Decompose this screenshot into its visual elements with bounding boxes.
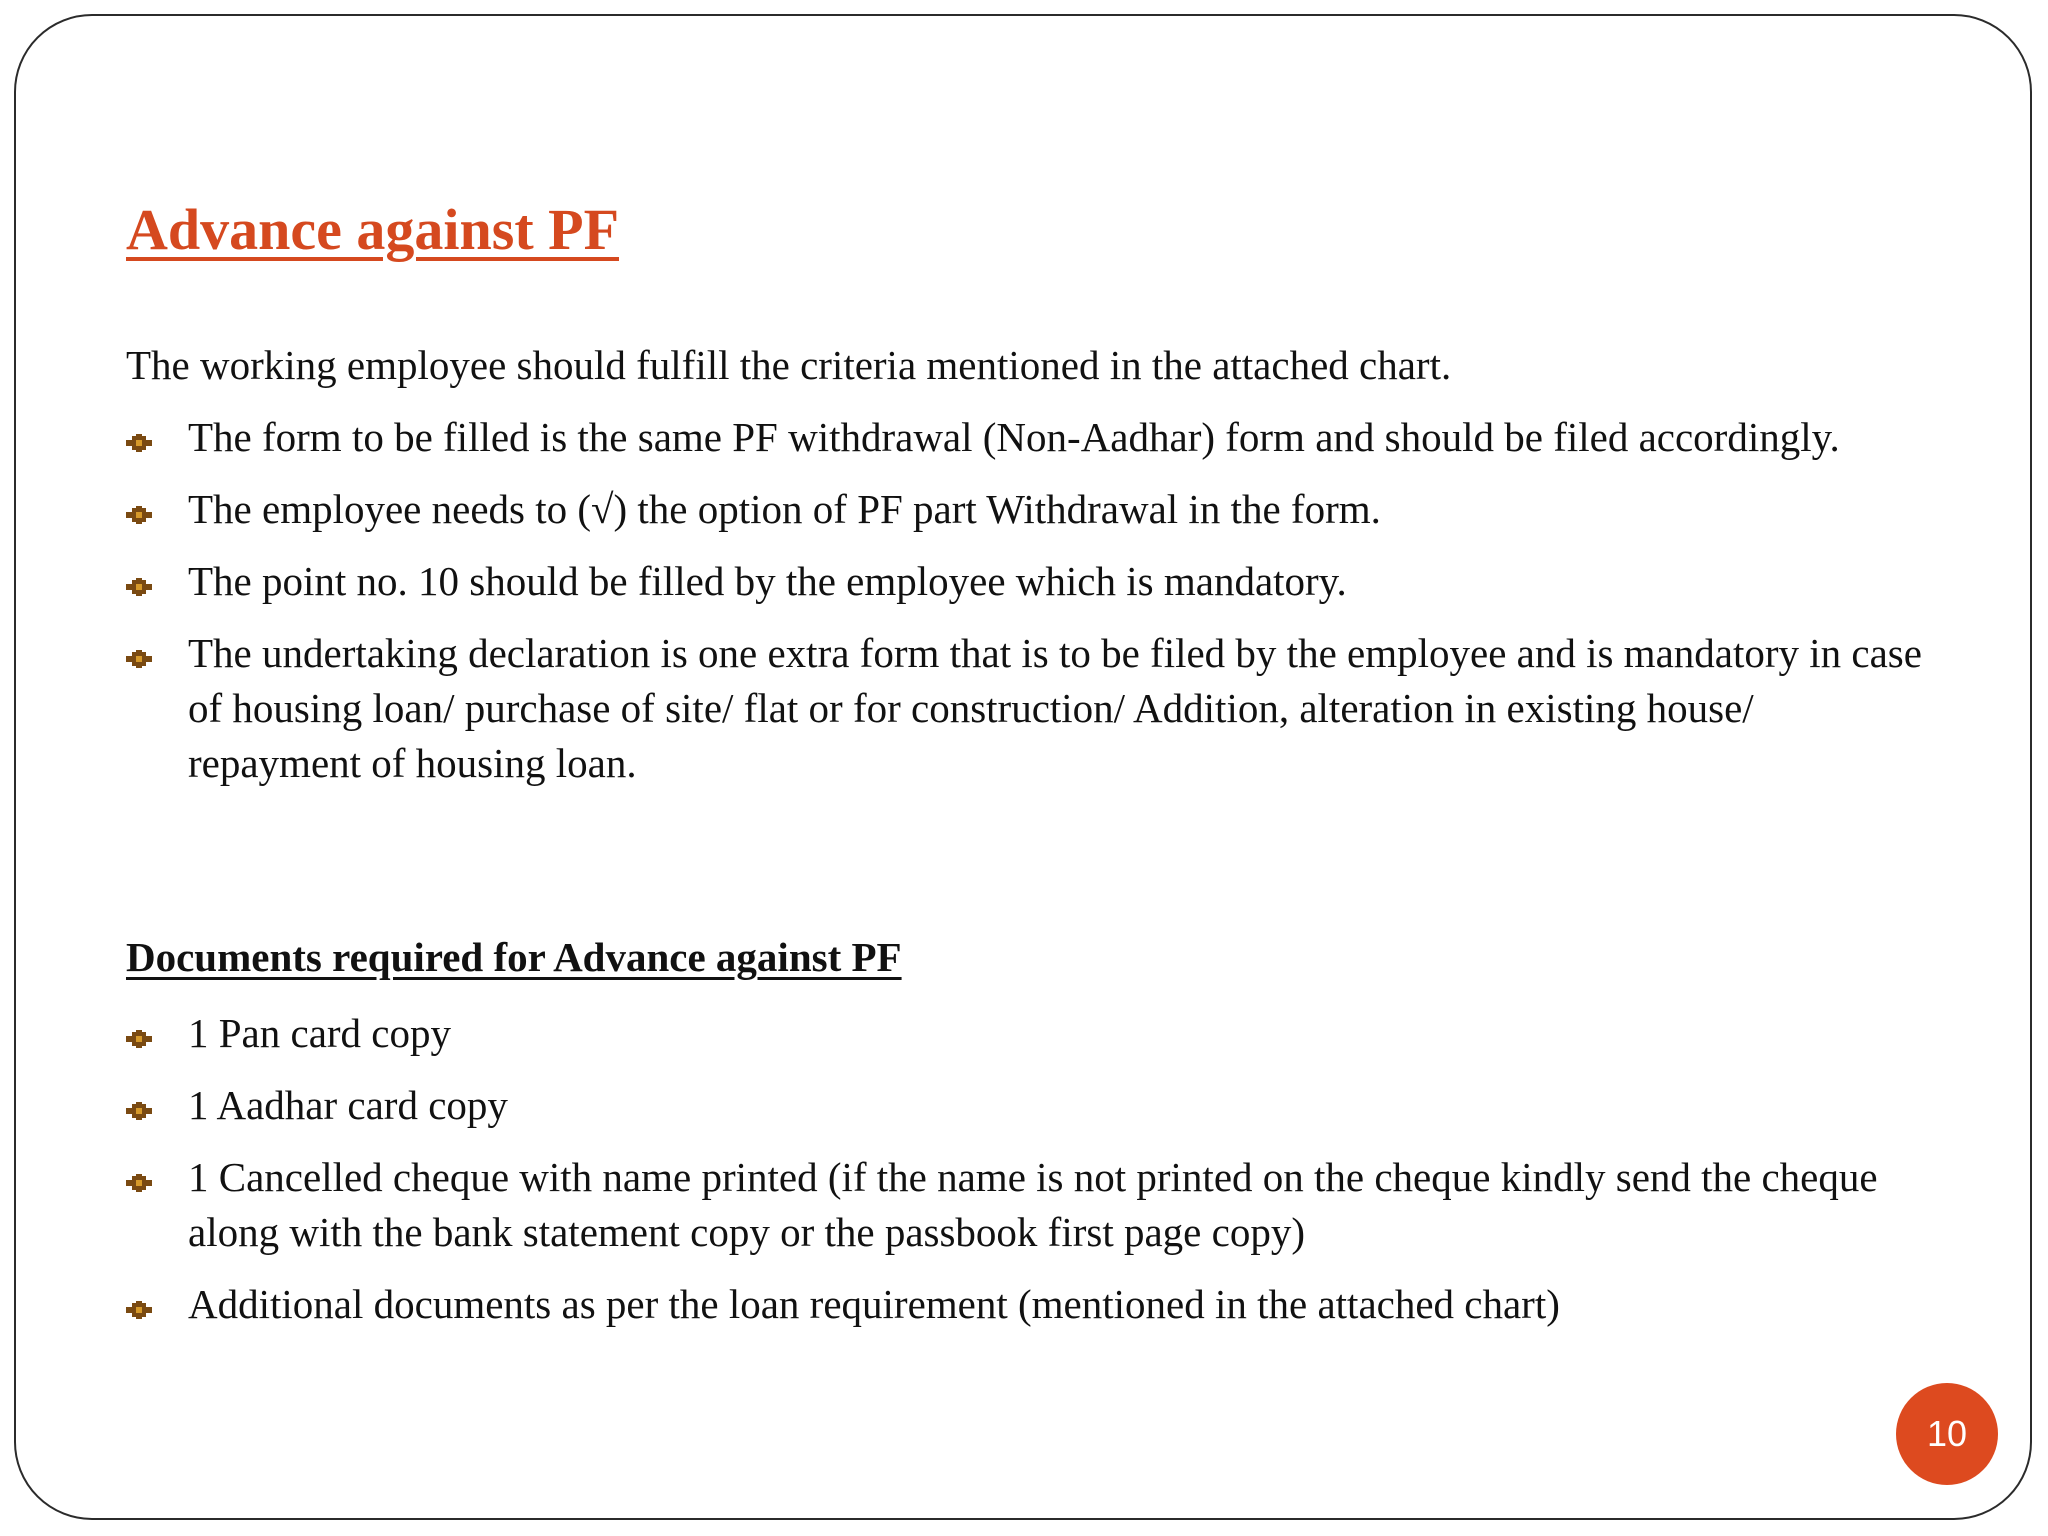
diamond-bullet-icon — [126, 1301, 152, 1319]
documents-list — [126, 1006, 1926, 1349]
list-item-text: Additional documents as per the loan requirement (mentioned in the attached chart) — [188, 1281, 1560, 1327]
intro-text: The working employee should fulfill the criteria mentioned in the attached chart. — [126, 342, 1452, 388]
list-item — [126, 554, 1926, 609]
criteria-list — [126, 410, 1926, 808]
list-item — [126, 626, 1926, 791]
list-item — [126, 1277, 1926, 1332]
list-item-text: 1 Aadhar card copy — [188, 1082, 508, 1128]
list-item — [126, 410, 1926, 465]
diamond-bullet-icon — [126, 434, 152, 452]
list-item — [126, 1078, 1926, 1133]
list-item-text: 1 Pan card copy — [188, 1010, 451, 1056]
list-item-text: The employee needs to (√) the option of PF part Withdrawal in the form. — [188, 486, 1381, 532]
documents-heading: Documents required for Advance against PF — [126, 934, 902, 980]
list-item-text: 1 Cancelled cheque with name printed (if the name is not printed on the cheque kindly send the cheque along with the bank statement copy or the passbook first page copy) — [188, 1154, 1878, 1255]
list-item — [126, 482, 1926, 537]
slide-title: Advance against PF — [126, 197, 619, 262]
list-item — [126, 1006, 1926, 1061]
page-number-badge: 10 — [1896, 1383, 1998, 1485]
list-item-text: The undertaking declaration is one extra form that is to be filed by the employee and is mandatory in case of housing loan/ purchase of site/ flat or for construction/ Addition, alteration in existing house/ repayment of housing loan. — [188, 630, 1922, 786]
list-item-text: The form to be filled is the same PF withdrawal (Non-Aadhar) form and should be filed accordingly. — [188, 414, 1840, 460]
diamond-bullet-icon — [126, 650, 152, 668]
diamond-bullet-icon — [126, 506, 152, 524]
diamond-bullet-icon — [126, 1174, 152, 1192]
list-item — [126, 1150, 1926, 1260]
diamond-bullet-icon — [126, 1030, 152, 1048]
list-item-text: The point no. 10 should be filled by the employee which is mandatory. — [188, 558, 1347, 604]
diamond-bullet-icon — [126, 1102, 152, 1120]
diamond-bullet-icon — [126, 578, 152, 596]
